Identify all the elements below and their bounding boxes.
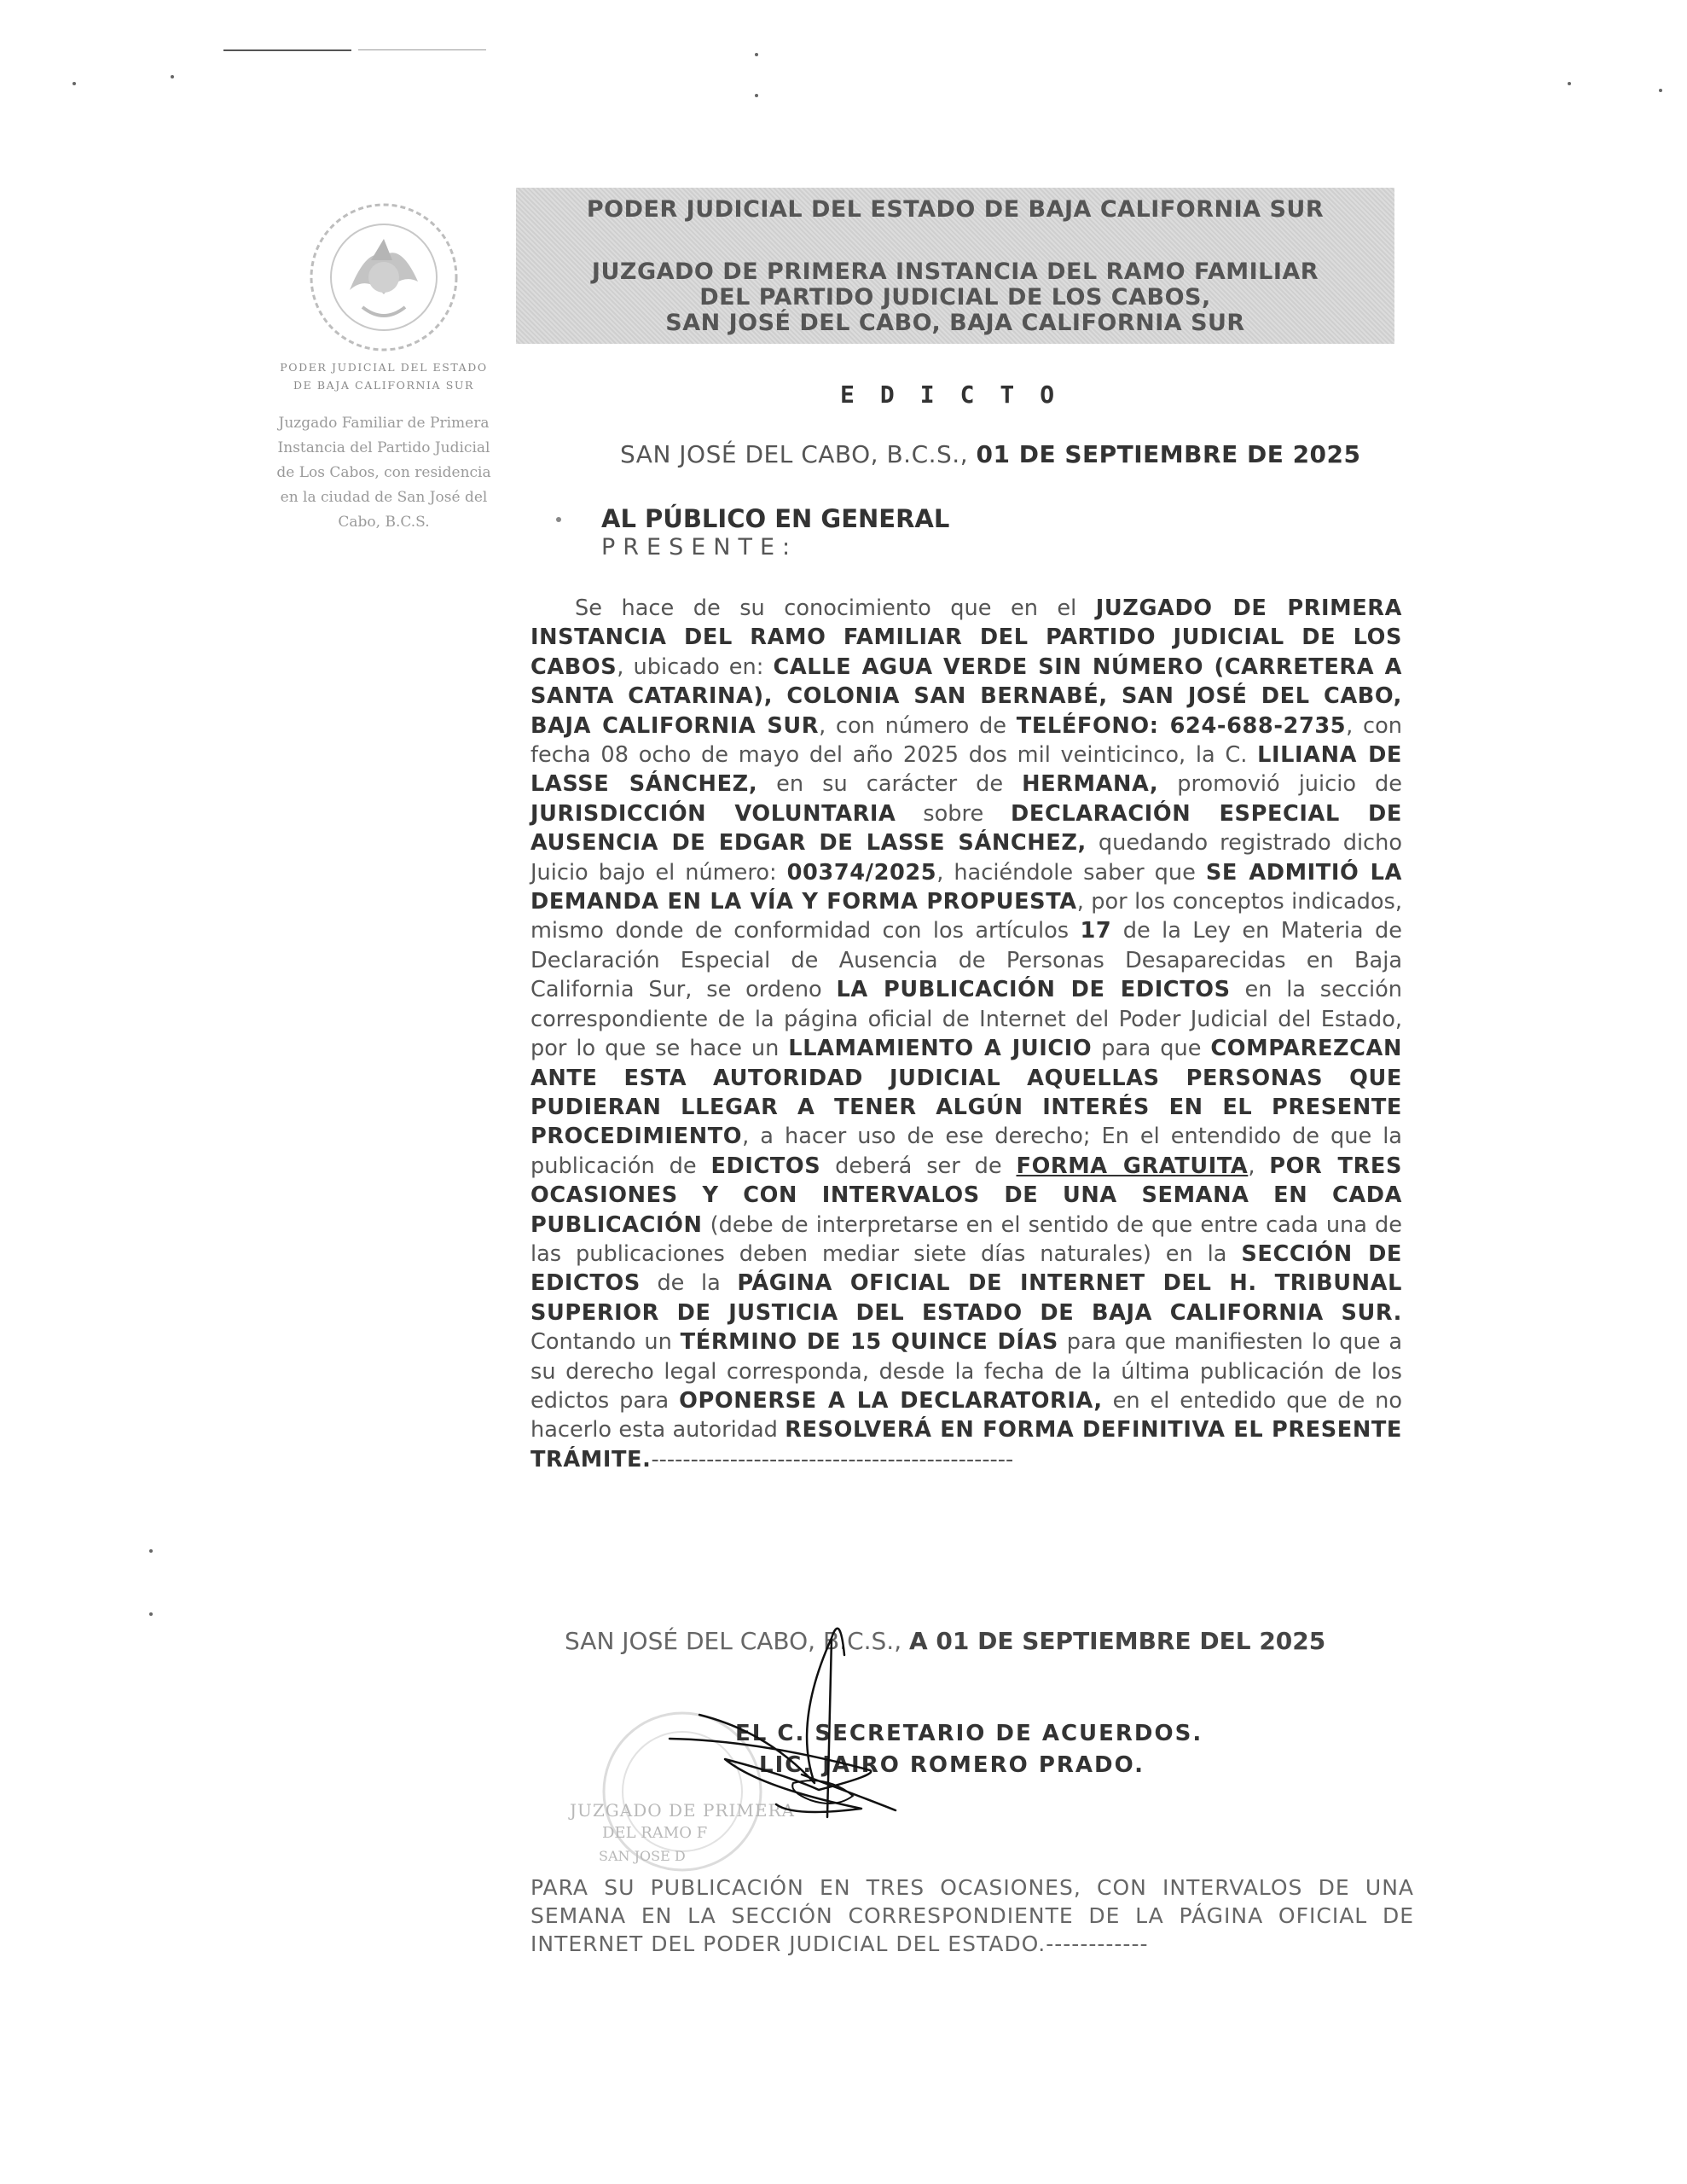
scan-dot [1568,82,1571,85]
header-line: JUZGADO DE PRIMERA INSTANCIA DEL RAMO FAMILIAR [591,258,1319,285]
presente-label: PRESENTE: [601,534,798,561]
header-line: PODER JUDICIAL DEL ESTADO DE BAJA CALIFORNIA SUR [586,196,1325,223]
header-line: SAN JOSÉ DEL CABO, BAJA CALIFORNIA SUR [665,310,1245,336]
document-date [620,440,1361,468]
court-header [516,188,1394,344]
body-bold: LILIANA DE LASSE SÁNCHEZ, [530,742,1402,798]
date-place: SAN JOSÉ DEL CABO, B.C.S., [620,440,977,468]
scan-dot [755,53,758,56]
body-bold: TELÉFONO: 624-688-2735 [1016,712,1347,739]
state-seal-emblem [290,196,478,358]
body-bold-underlined: FORMA GRATUITA [1016,1153,1249,1179]
body-bold: PÁGINA OFICIAL DE INTERNET DEL H. TRIBUNAL SUPERIOR DE JUSTICIA DEL ESTADO DE BAJA CALIFORNIA SUR. [530,1270,1402,1326]
addressee: AL PÚBLICO EN GENERAL [601,504,950,533]
scan-dot [72,82,76,85]
body-bold: COMPAREZCAN ANTE ESTA AUTORIDAD JUDICIAL AQUELLAS PERSONAS QUE PUDIERAN LLEGAR A TENER ALGÚN INTERÉS EN EL PRESENTE PROCEDIMIENTO [530,1036,1402,1150]
seal-caption-line: DE BAJA CALIFORNIA SUR [293,379,475,392]
body-bold: EDICTOS [710,1153,821,1179]
seal-caption [247,358,520,394]
body-text: en el entedido que de no hacerlo esta autoridad [530,1387,1403,1443]
signatory-name: LIC. JAIRO ROMERO PRADO. [759,1752,1145,1778]
body-text: , haciéndole saber que [936,859,1206,886]
body-text: , a hacer uso de ese derecho; En el entendido de que la publicación de [530,1124,1402,1179]
stamp-text: JUZGADO DE PRIMERA [570,1800,795,1821]
body-bold: 00374/2025 [786,859,937,886]
seal-caption-line: PODER JUDICIAL DEL ESTADO [280,361,488,374]
closing-value: A 01 DE SEPTIEMBRE DEL 2025 [909,1627,1326,1655]
document-title: EDICTO [840,380,1081,409]
body-bold: DECLARACIÓN ESPECIAL DE AUSENCIA DE EDGAR DE LASSE SÁNCHEZ, [530,800,1402,857]
note-line: Juzgado Familiar de Primera [278,415,490,432]
body-text: para que [1092,1036,1211,1062]
stamp-text: SAN JOSE D [599,1848,686,1864]
body-text: en su carácter de [757,771,1023,798]
edict-body [530,594,1402,1474]
scan-line [358,49,486,50]
scan-line [223,49,351,51]
body-text: sobre [896,800,1012,827]
body-text: (debe de interpretarse en el sentido de que entre cada una de las publicaciones deben mediar siete días naturales) en la [530,1211,1402,1267]
date-value: 01 DE SEPTIEMBRE DE 2025 [976,440,1361,468]
scan-dot [755,94,758,97]
scan-dot [149,1612,153,1616]
body-bold: SECCIÓN DE EDICTOS [530,1240,1402,1297]
court-sidebar-note [256,411,512,535]
body-text: en la sección correspondiente de la página oficial de Internet del Poder Judicial del Estado, por lo que se hace un [530,977,1402,1062]
note-line: Cabo, B.C.S. [338,514,430,531]
body-bold: POR TRES OCASIONES Y CON INTERVALOS DE UNA SEMANA EN CADA PUBLICACIÓN [530,1153,1403,1238]
closing-place: SAN JOSÉ DEL CABO, B.C.S., [565,1627,910,1655]
note-line: de Los Cabos, con residencia [276,464,491,481]
body-text: Se hace de su conocimiento que en el [575,595,1096,621]
body-text: de la [640,1270,738,1297]
body-text: promovió juicio de [1158,771,1402,798]
body-bold: OPONERSE A LA DECLARATORIA, [679,1387,1103,1414]
body-bold: 17 [1080,918,1112,944]
body-text: , con fecha 08 ocho de mayo del año 2025 dos mil veinticinco, la C. [530,712,1402,769]
bullet-icon [556,517,561,522]
body-dashes: ---------------------------------------------- [651,1446,1014,1472]
body-text: quedando registrado dicho Juicio bajo el número: [530,830,1403,886]
body-text: de la Ley en Materia de Declaración Especial de Ausencia de Personas Desaparecidas en Baja California Sur, se ordeno [530,918,1402,1003]
handwritten-signature [665,1604,947,1834]
body-text: deberá ser de [820,1153,1017,1179]
body-text: Contando un [530,1329,681,1356]
scan-dot [171,75,174,78]
body-bold: SE ADMITIÓ LA DEMANDA EN LA VÍA Y FORMA PROPUESTA [530,859,1402,915]
body-bold: HERMANA, [1022,771,1159,798]
stamp-text: DEL RAMO F [602,1824,708,1842]
body-bold: LA PUBLICACIÓN DE EDICTOS [836,977,1231,1003]
body-bold: CALLE AGUA VERDE SIN NÚMERO (CARRETERA A SANTA CATARINA), COLONIA SAN BERNABÉ, SAN JOSÉ DEL CABO, BAJA CALIFORNIA SUR [530,653,1402,739]
body-text: , [1248,1153,1270,1179]
body-bold: JUZGADO DE PRIMERA INSTANCIA DEL RAMO FAMILIAR DEL PARTIDO JUDICIAL DE LOS CABOS [530,595,1402,680]
publication-note: PARA SU PUBLICACIÓN EN TRES OCASIONES, CON INTERVALOS DE UNA SEMANA EN LA SECCIÓN CORRESPONDIENTE DE LA PÁGINA OFICIAL DE INTERNET DEL PODER JUDICIAL DEL ESTADO.------------ [530,1875,1414,1956]
note-line: Instancia del Partido Judicial [277,439,490,456]
body-bold: TÉRMINO DE 15 QUINCE DÍAS [680,1329,1058,1356]
scan-dot [149,1549,153,1553]
body-bold: RESOLVERÁ EN FORMA DEFINITIVA EL PRESENTE TRÁMITE. [530,1417,1402,1472]
body-text: , con número de [819,712,1017,739]
header-line: DEL PARTIDO JUDICIAL DE LOS CABOS, [699,284,1211,311]
body-bold: LLAMAMIENTO A JUICIO [788,1036,1093,1062]
body-text: para que manifiesten lo que a su derecho legal corresponda, desde la fecha de la última publicación de los edictos para [530,1329,1403,1414]
body-text: , ubicado en: [617,653,774,680]
scan-dot [1659,89,1662,92]
note-line: en la ciudad de San José del [280,489,488,506]
body-bold: JURISDICCIÓN VOLUNTARIA [530,800,896,827]
body-text: , por los conceptos indicados, mismo donde de conformidad con los artículos [530,889,1403,944]
signatory-role: EL C. SECRETARIO DE ACUERDOS. [735,1721,1203,1746]
